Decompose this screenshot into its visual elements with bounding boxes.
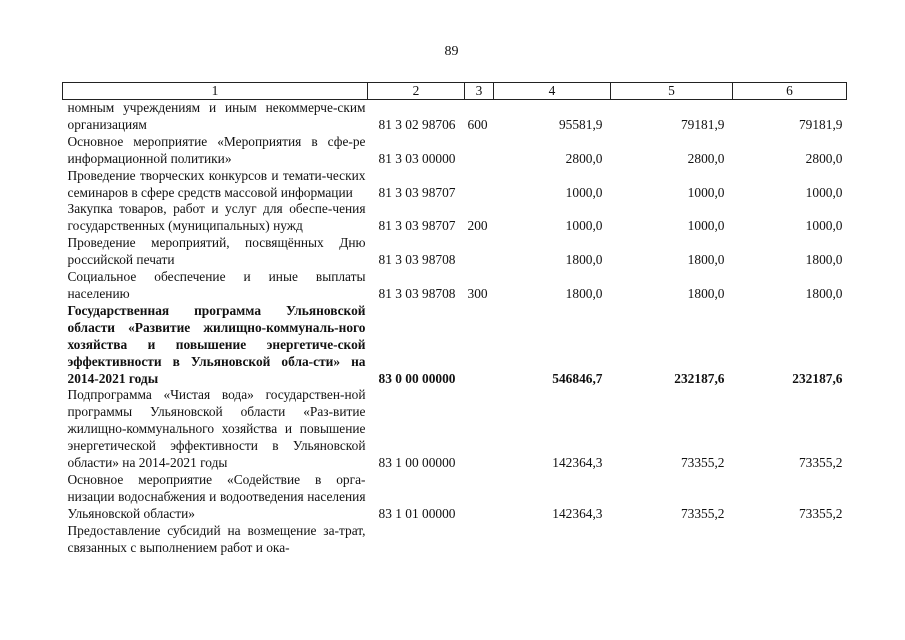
row-code: 81 3 03 00000 xyxy=(378,150,456,166)
row-name: Проведение творческих конкурсов и темати-ческих семинаров в сфере средств массовой информации xyxy=(67,167,366,200)
row-expense-type xyxy=(465,472,494,523)
table-row xyxy=(63,201,847,235)
column-header-5: 5 xyxy=(611,83,733,100)
row-name: Социальное обеспечение и иные выплаты населению xyxy=(67,269,366,301)
row-value-6: 2800,0 xyxy=(805,150,843,166)
row-value-5: 73355,2 xyxy=(680,455,725,471)
row-value-4: 95581,9 xyxy=(558,116,603,132)
row-value-4: 1000,0 xyxy=(565,218,603,234)
row-expense-type xyxy=(465,523,494,557)
column-header-2: 2 xyxy=(368,83,465,100)
budget-table xyxy=(62,82,847,556)
row-value-4: 1000,0 xyxy=(565,184,603,200)
row-expense-type: 300 xyxy=(467,285,488,301)
row-value-6: 1000,0 xyxy=(805,184,843,200)
row-value-4: 546846,7 xyxy=(552,370,603,386)
row-value-5: 1000,0 xyxy=(687,218,725,234)
table-row xyxy=(63,235,847,269)
row-expense-type xyxy=(465,387,494,472)
row-code: 81 3 03 98708 xyxy=(378,285,456,301)
row-value-5: 2800,0 xyxy=(687,150,725,166)
row-name: Проведение мероприятий, посвящённых Дню российской печати xyxy=(67,235,366,268)
row-value-6: 73355,2 xyxy=(798,505,843,521)
row-code: 81 3 03 98708 xyxy=(378,252,456,268)
row-value-6: 1800,0 xyxy=(805,285,843,301)
column-header-6: 6 xyxy=(733,83,847,100)
row-code: 83 0 00 00000 xyxy=(378,370,456,386)
column-header-3: 3 xyxy=(465,83,494,100)
row-value-5: 73355,2 xyxy=(680,505,725,521)
row-name: Основное мероприятие «Содействие в орга-низации водоснабжения и водоотведения населения Ульяновской области» xyxy=(67,471,366,521)
row-value-5: 79181,9 xyxy=(680,116,725,132)
row-name: Основное мероприятие «Мероприятия в сфе-ре информационной политики» xyxy=(67,133,366,166)
row-code: 83 1 01 00000 xyxy=(378,505,456,521)
row-value-5: 1000,0 xyxy=(687,184,725,200)
row-expense-type xyxy=(465,303,494,388)
table-body xyxy=(63,100,847,557)
row-expense-type: 200 xyxy=(467,218,488,234)
row-value-6 xyxy=(733,523,847,557)
row-value-6: 232187,6 xyxy=(792,370,843,386)
page-number xyxy=(0,44,905,60)
table-row xyxy=(63,269,847,303)
row-name: номным учреждениям и иным некоммерче-ским организациям xyxy=(67,100,366,132)
row-value-4: 2800,0 xyxy=(565,150,603,166)
table-row xyxy=(63,472,847,523)
table-row xyxy=(63,168,847,202)
row-value-6: 1000,0 xyxy=(805,218,843,234)
row-name: Государственная программа Ульяновской области «Развитие жилищно-коммуналь-ного хозяйства и повышение энергетиче-ской эффективности в Ульяновской обла-сти» на 2014-2021 годы xyxy=(67,302,366,386)
row-value-6: 79181,9 xyxy=(798,116,843,132)
page-number-text: 89 xyxy=(444,44,459,59)
row-code: 83 1 00 00000 xyxy=(378,455,456,471)
row-value-5: 1800,0 xyxy=(687,252,725,268)
table-row xyxy=(63,134,847,168)
row-expense-type xyxy=(465,235,494,269)
row-value-6: 73355,2 xyxy=(798,455,843,471)
row-value-5: 232187,6 xyxy=(674,370,725,386)
table-header-row xyxy=(63,83,847,100)
row-value-4: 1800,0 xyxy=(565,252,603,268)
column-header-1: 1 xyxy=(63,83,368,100)
row-expense-type: 600 xyxy=(467,116,488,132)
table-row xyxy=(63,100,847,134)
row-expense-type xyxy=(465,134,494,168)
row-expense-type xyxy=(465,168,494,202)
row-name: Подпрограмма «Чистая вода» государствен-ной программы Ульяновской области «Раз-витие жилищно-коммунального хозяйства и повышение энергетической эффективности в Ульяновской области» на 2014-2021 годы xyxy=(67,387,366,471)
row-code: 81 3 03 98707 xyxy=(378,184,456,200)
row-value-4: 142364,3 xyxy=(552,455,603,471)
table-row xyxy=(63,387,847,472)
row-value-5: 1800,0 xyxy=(687,285,725,301)
table-row xyxy=(63,523,847,557)
column-header-4: 4 xyxy=(494,83,611,100)
row-name: Закупка товаров, работ и услуг для обеспе-чения государственных (муниципальных) нужд xyxy=(67,201,366,234)
row-name: Предоставление субсидий на возмещение за-трат, связанных с выполнением работ и ока- xyxy=(67,522,366,555)
row-code xyxy=(368,523,465,557)
row-value-4: 142364,3 xyxy=(552,505,603,521)
row-code: 81 3 03 98707 xyxy=(378,218,456,234)
row-value-4: 1800,0 xyxy=(565,285,603,301)
row-value-4 xyxy=(494,523,611,557)
table-row-program xyxy=(63,303,847,388)
row-value-5 xyxy=(611,523,733,557)
row-code: 81 3 02 98706 xyxy=(378,116,456,132)
row-value-6: 1800,0 xyxy=(805,252,843,268)
